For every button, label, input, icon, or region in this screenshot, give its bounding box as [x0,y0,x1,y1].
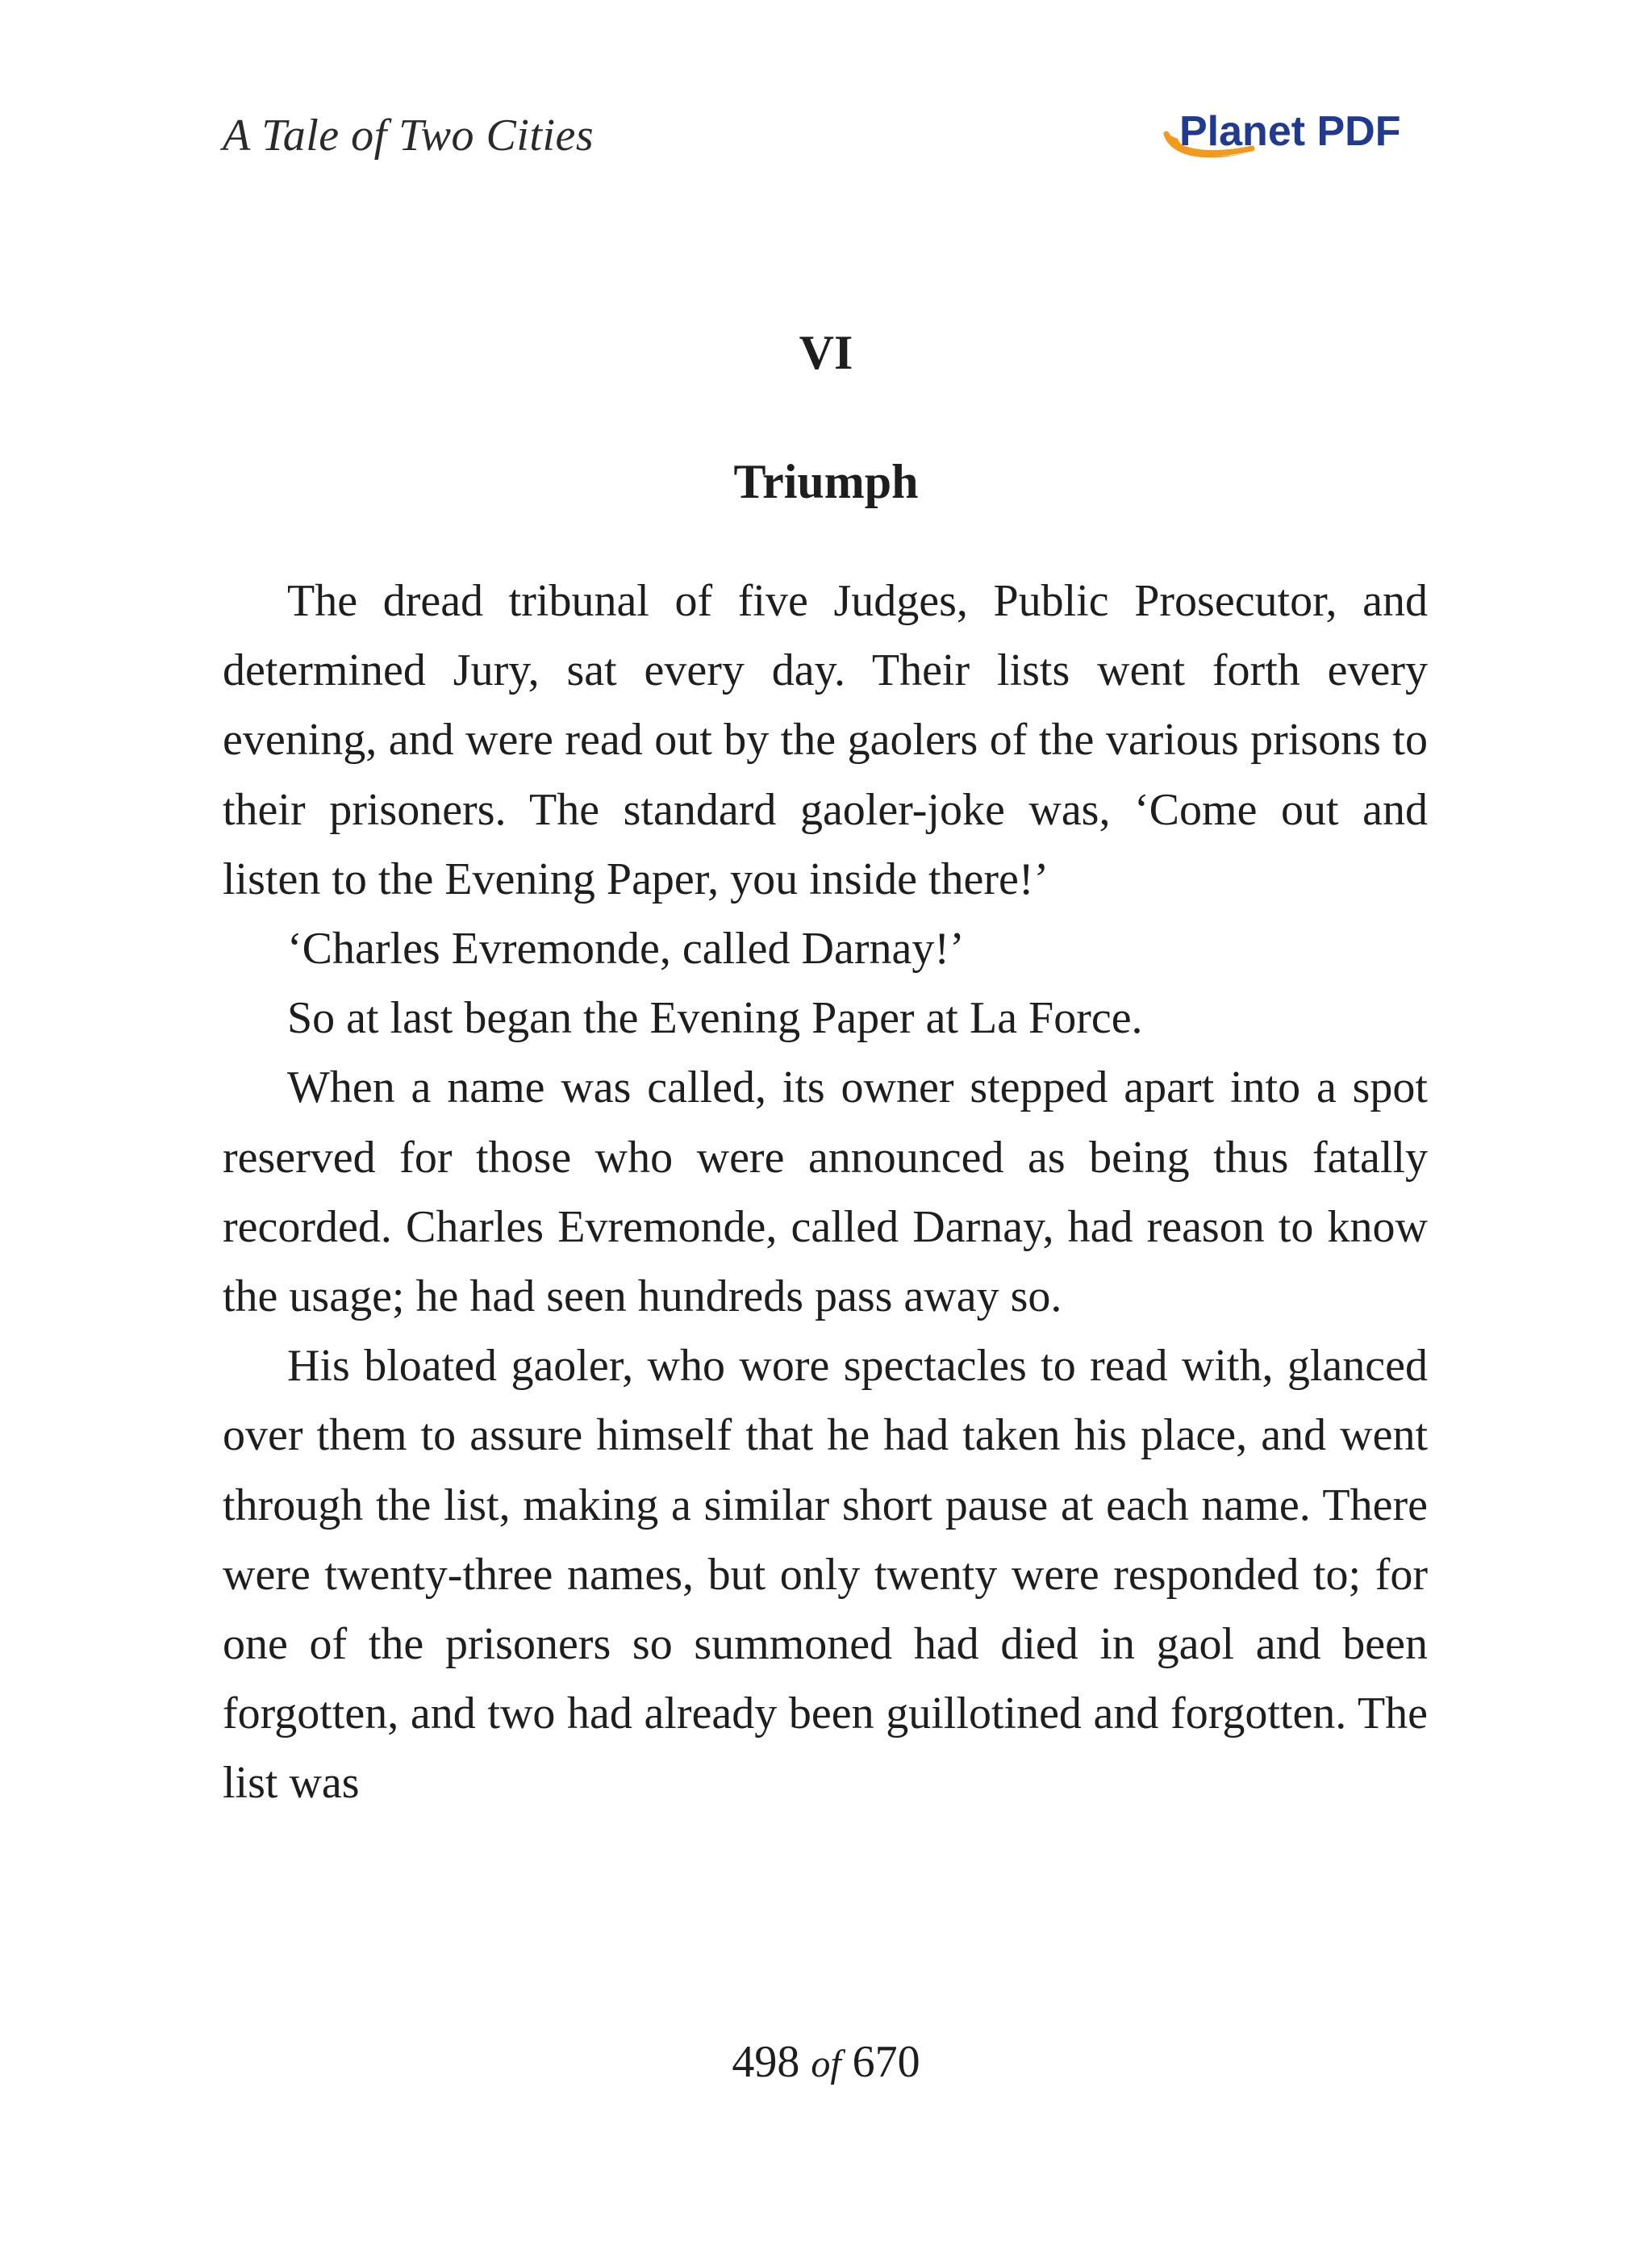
running-head: A Tale of Two Cities [223,111,594,161]
paragraph: His bloated gaoler, who wore spectacles to read with, glanced over them to assure himself that he had taken his place, and went through the list, making a similar short pause at each name. There were twenty-three names, but only twenty were responded to; for one of the prisoners so summoned had died in gaol and been forgotten, and two had already been guillotined and forgotten. The list was [223,1341,1428,1809]
paragraph: So at last began the Evening Paper at La Force. [287,993,1143,1044]
total-pages: 670 [852,2037,920,2087]
page-number [0,2030,1652,2097]
paragraph: The dread tribunal of five Judges, Public Prosecutor, and determined Jury, sat every day. Their lists went forth every evening, and were read out by the gaolers of the various prisons to their prisoners. The standard gaoler-joke was, ‘Come out and listen to the Evening Paper, you inside there!’ [223,576,1428,904]
chapter-number: VI [799,326,853,379]
chapter-title: Triumph [733,455,919,508]
current-page: 498 [732,2037,800,2087]
paragraph: When a name was called, its owner stepped apart into a spot reserved for those who were announced as being thus fatally recorded. Charles Evremonde, called Darnay, had reason to know the usage; he had seen hundreds pass away so. [223,1062,1428,1322]
body-text [223,566,1428,1818]
logo-text: Planet PDF [1179,108,1401,155]
of-label: of [811,2043,841,2085]
planet-pdf-logo[interactable] [1162,102,1420,174]
paragraph: ‘Charles Evremonde, called Darnay!’ [287,924,965,975]
